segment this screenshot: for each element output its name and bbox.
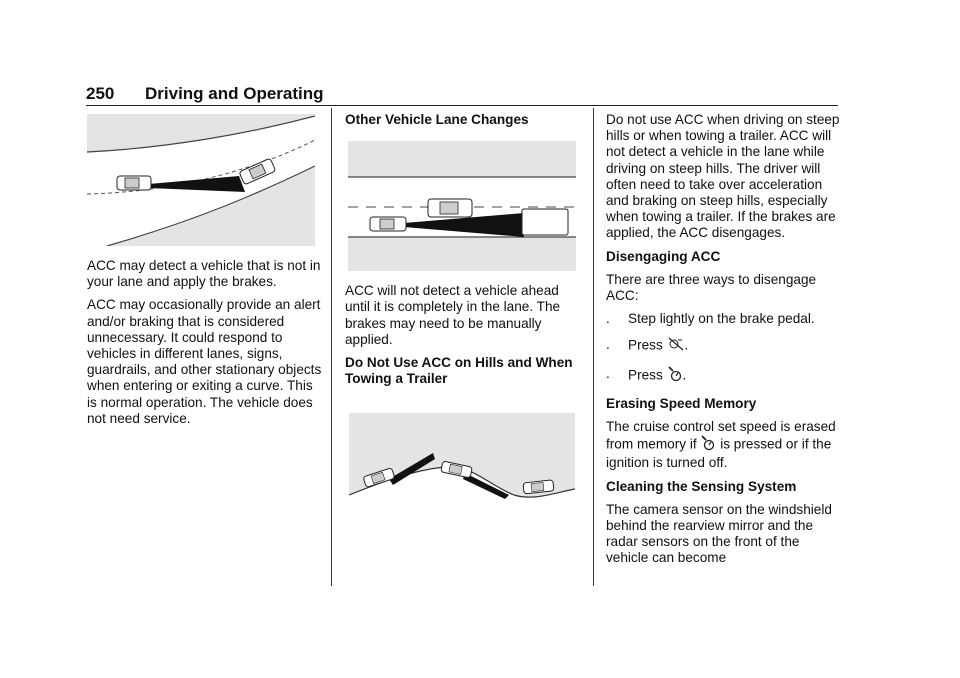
figure-hills: [349, 413, 575, 541]
heading-disengaging: Disengaging ACC: [606, 248, 721, 264]
cruise-cancel-icon: [668, 337, 684, 355]
figure-curve-detection: [87, 114, 315, 246]
list-item: . Press .: [606, 366, 842, 386]
bullet-suffix: .: [684, 338, 689, 354]
cruise-control-icon: [701, 435, 715, 455]
paragraph: The cruise control set speed is erased from memory if is pressed or if the ignition is turned off.: [606, 419, 836, 471]
list-item: . Press .: [606, 337, 842, 355]
figure-lane-change: [348, 141, 576, 271]
heading-erasing-memory: Erasing Speed Memory: [606, 395, 757, 411]
paragraph: ACC will not detect a vehicle ahead until it is completely in the lane. The brakes may need to be manually applied.: [345, 283, 561, 347]
cruise-control-icon: [668, 366, 682, 386]
page-number: 250: [86, 84, 115, 103]
bullet-text: Press: [628, 367, 663, 383]
paragraph: The camera sensor on the windshield behind the rearview mirror and the radar sensors on the front of the vehicle can become: [606, 501, 832, 566]
paragraph: ACC may detect a vehicle that is not in your lane and apply the brakes.: [87, 258, 321, 290]
list-item: . Step lightly on the brake pedal.: [606, 311, 815, 327]
column-divider-right: [593, 108, 594, 586]
paragraph: ACC may occasionally provide an alert and/or braking that is considered unnecessary. It could respond to vehicles in different lanes, signs, guardrails, and other stationary objects when entering or exiting a curve. This is normal operation. The vehicle does not need service.: [87, 297, 322, 426]
section-title: Driving and Operating: [145, 84, 324, 103]
column-2: [345, 112, 583, 541]
heading-hills-trailer: Do Not Use ACC on Hills and When Towing a Trailer: [345, 355, 573, 387]
column-3: [606, 112, 842, 574]
bullet-suffix: .: [682, 367, 687, 383]
bullet-text: Press: [628, 338, 663, 354]
paragraph: There are three ways to disengage ACC:: [606, 271, 817, 304]
paragraph: Do not use ACC when driving on steep hills or when towing a trailer. ACC will not detect a vehicle in the lane while driving on steep hills. The driver will often need to take over acceleration and braking on steep hills, especially when towing a trailer. If the brakes are applied, the ACC disengages.: [606, 112, 840, 241]
heading-lane-changes: Other Vehicle Lane Changes: [345, 112, 529, 127]
column-1: [87, 112, 323, 434]
heading-cleaning: Cleaning the Sensing System: [606, 478, 797, 494]
column-divider-left: [331, 108, 332, 586]
bullet-text: Step lightly on the brake pedal.: [628, 311, 815, 327]
page-header: [86, 84, 838, 106]
